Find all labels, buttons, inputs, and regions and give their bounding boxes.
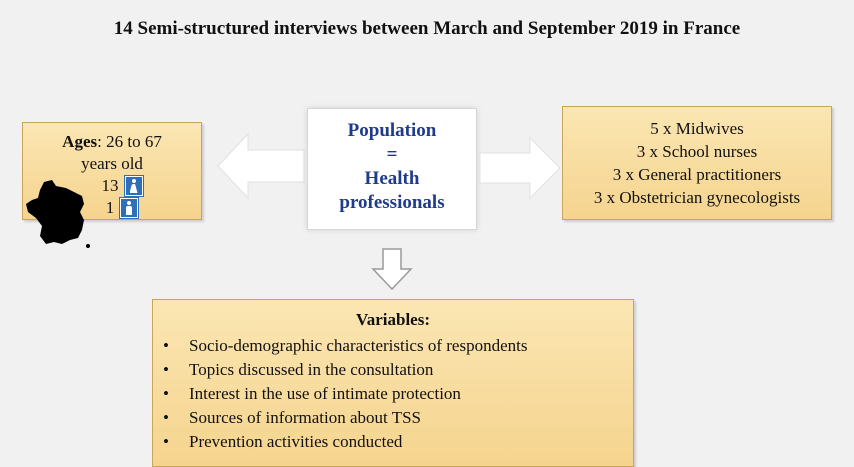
profession-item: 3 x Obstetrician gynecologists [593, 188, 801, 207]
ages-range: : 26 to 67 [97, 132, 162, 151]
profession-item: 3 x General practitioners [612, 165, 782, 184]
france-map-icon [22, 178, 94, 250]
variables-heading: Variables: [356, 310, 430, 329]
male-icon [120, 198, 138, 218]
health-label: Health [364, 168, 420, 189]
female-icon [125, 176, 143, 196]
population-label: Population [347, 120, 437, 141]
professions-box [562, 106, 832, 220]
population-box [307, 108, 477, 230]
page-title: 14 Semi-structured interviews between March and September 2019 in France [113, 18, 741, 39]
ages-label: Ages [62, 132, 98, 151]
right-arrow-icon [478, 134, 562, 202]
variables-list [153, 334, 633, 454]
female-count: 13 [101, 176, 119, 195]
professionals-label: professionals [339, 192, 445, 213]
profession-item: 5 x Midwives [650, 119, 744, 138]
ages-unit: years old [81, 154, 143, 173]
down-arrow-icon [371, 247, 413, 291]
list-item: • Sources of information about TSS [189, 406, 633, 430]
list-item: • Prevention activities conducted [189, 430, 633, 454]
list-item: • Topics discussed in the consultation [189, 358, 633, 382]
left-arrow-icon [216, 130, 306, 202]
list-item: • Interest in the use of intimate protection [189, 382, 633, 406]
equals-sign: = [386, 144, 398, 165]
profession-item: 3 x School nurses [636, 142, 758, 161]
variables-box [152, 299, 634, 467]
male-count: 1 [105, 198, 115, 217]
list-item: • Socio-demographic characteristics of respondents [189, 334, 633, 358]
